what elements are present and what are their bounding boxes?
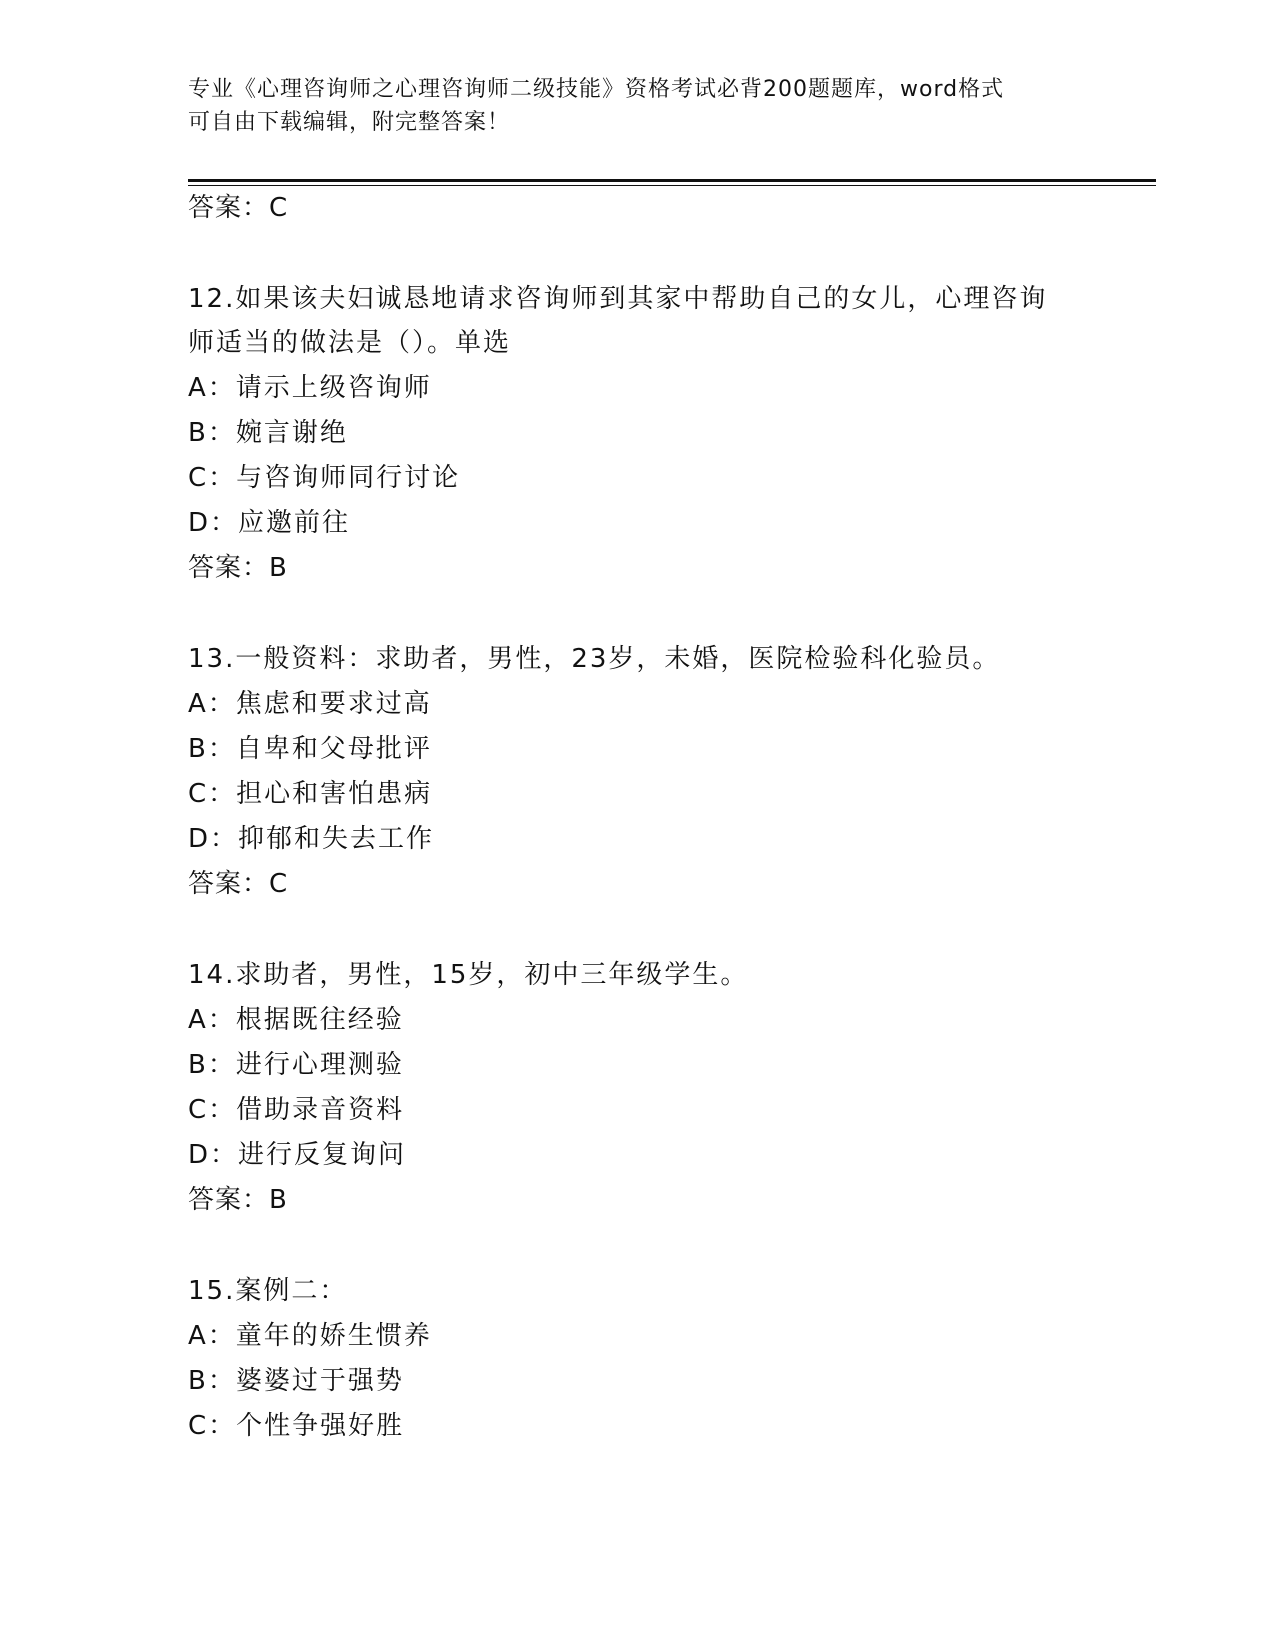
question-15-stem-line-1: 15.案例二：: [188, 1276, 348, 1306]
question-15-option-a: A：童年的娇生惯养: [188, 1321, 432, 1351]
question-12-stem-line-1: 12.如果该夫妇诚恳地请求咨询师到其家中帮助自己的女儿，心理咨询: [188, 284, 1048, 314]
question-12-option-c: C：与咨询师同行讨论: [188, 463, 461, 493]
question-14-option-a: A：根据既往经验: [188, 1005, 404, 1035]
question-12-option-a: A：请示上级咨询师: [188, 373, 432, 403]
header-line-2: 可自由下载编辑，附完整答案！: [188, 110, 511, 135]
question-12-answer: 答案：B: [188, 553, 288, 583]
question-12-stem-line-2: 师适当的做法是（）。单选: [188, 328, 512, 358]
question-12-option-b: B：婉言谢绝: [188, 418, 348, 448]
question-13-option-d: D：抑郁和失去工作: [188, 824, 435, 854]
question-15-option-b: B：婆婆过于强势: [188, 1366, 404, 1396]
question-13-option-b: B：自卑和父母批评: [188, 734, 432, 764]
question-14-answer: 答案：B: [188, 1185, 288, 1215]
header-divider-thin: [188, 185, 1156, 186]
question-13-answer: 答案：C: [188, 869, 289, 899]
document-header: [188, 73, 1088, 139]
question-15-option-c: C：个性争强好胜: [188, 1411, 405, 1441]
question-14-option-d: D：进行反复询问: [188, 1140, 407, 1170]
question-14-option-c: C：借助录音资料: [188, 1095, 405, 1125]
question-13-stem-line-1: 13.一般资料：求助者，男性，23岁，未婚，医院检验科化验员。: [188, 644, 1001, 674]
question-12-option-d: D：应邀前往: [188, 508, 351, 538]
question-14-option-b: B：进行心理测验: [188, 1050, 404, 1080]
header-divider-thick: [188, 179, 1156, 182]
header-line-1: 专业《心理咨询师之心理咨询师二级技能》资格考试必背200题题库，word格式: [188, 77, 1005, 102]
question-13-option-a: A：焦虑和要求过高: [188, 689, 432, 719]
answer-line: 答案：C: [188, 193, 289, 223]
question-13-option-c: C：担心和害怕患病: [188, 779, 433, 809]
question-14-stem-line-1: 14.求助者，男性，15岁，初中三年级学生。: [188, 960, 749, 990]
